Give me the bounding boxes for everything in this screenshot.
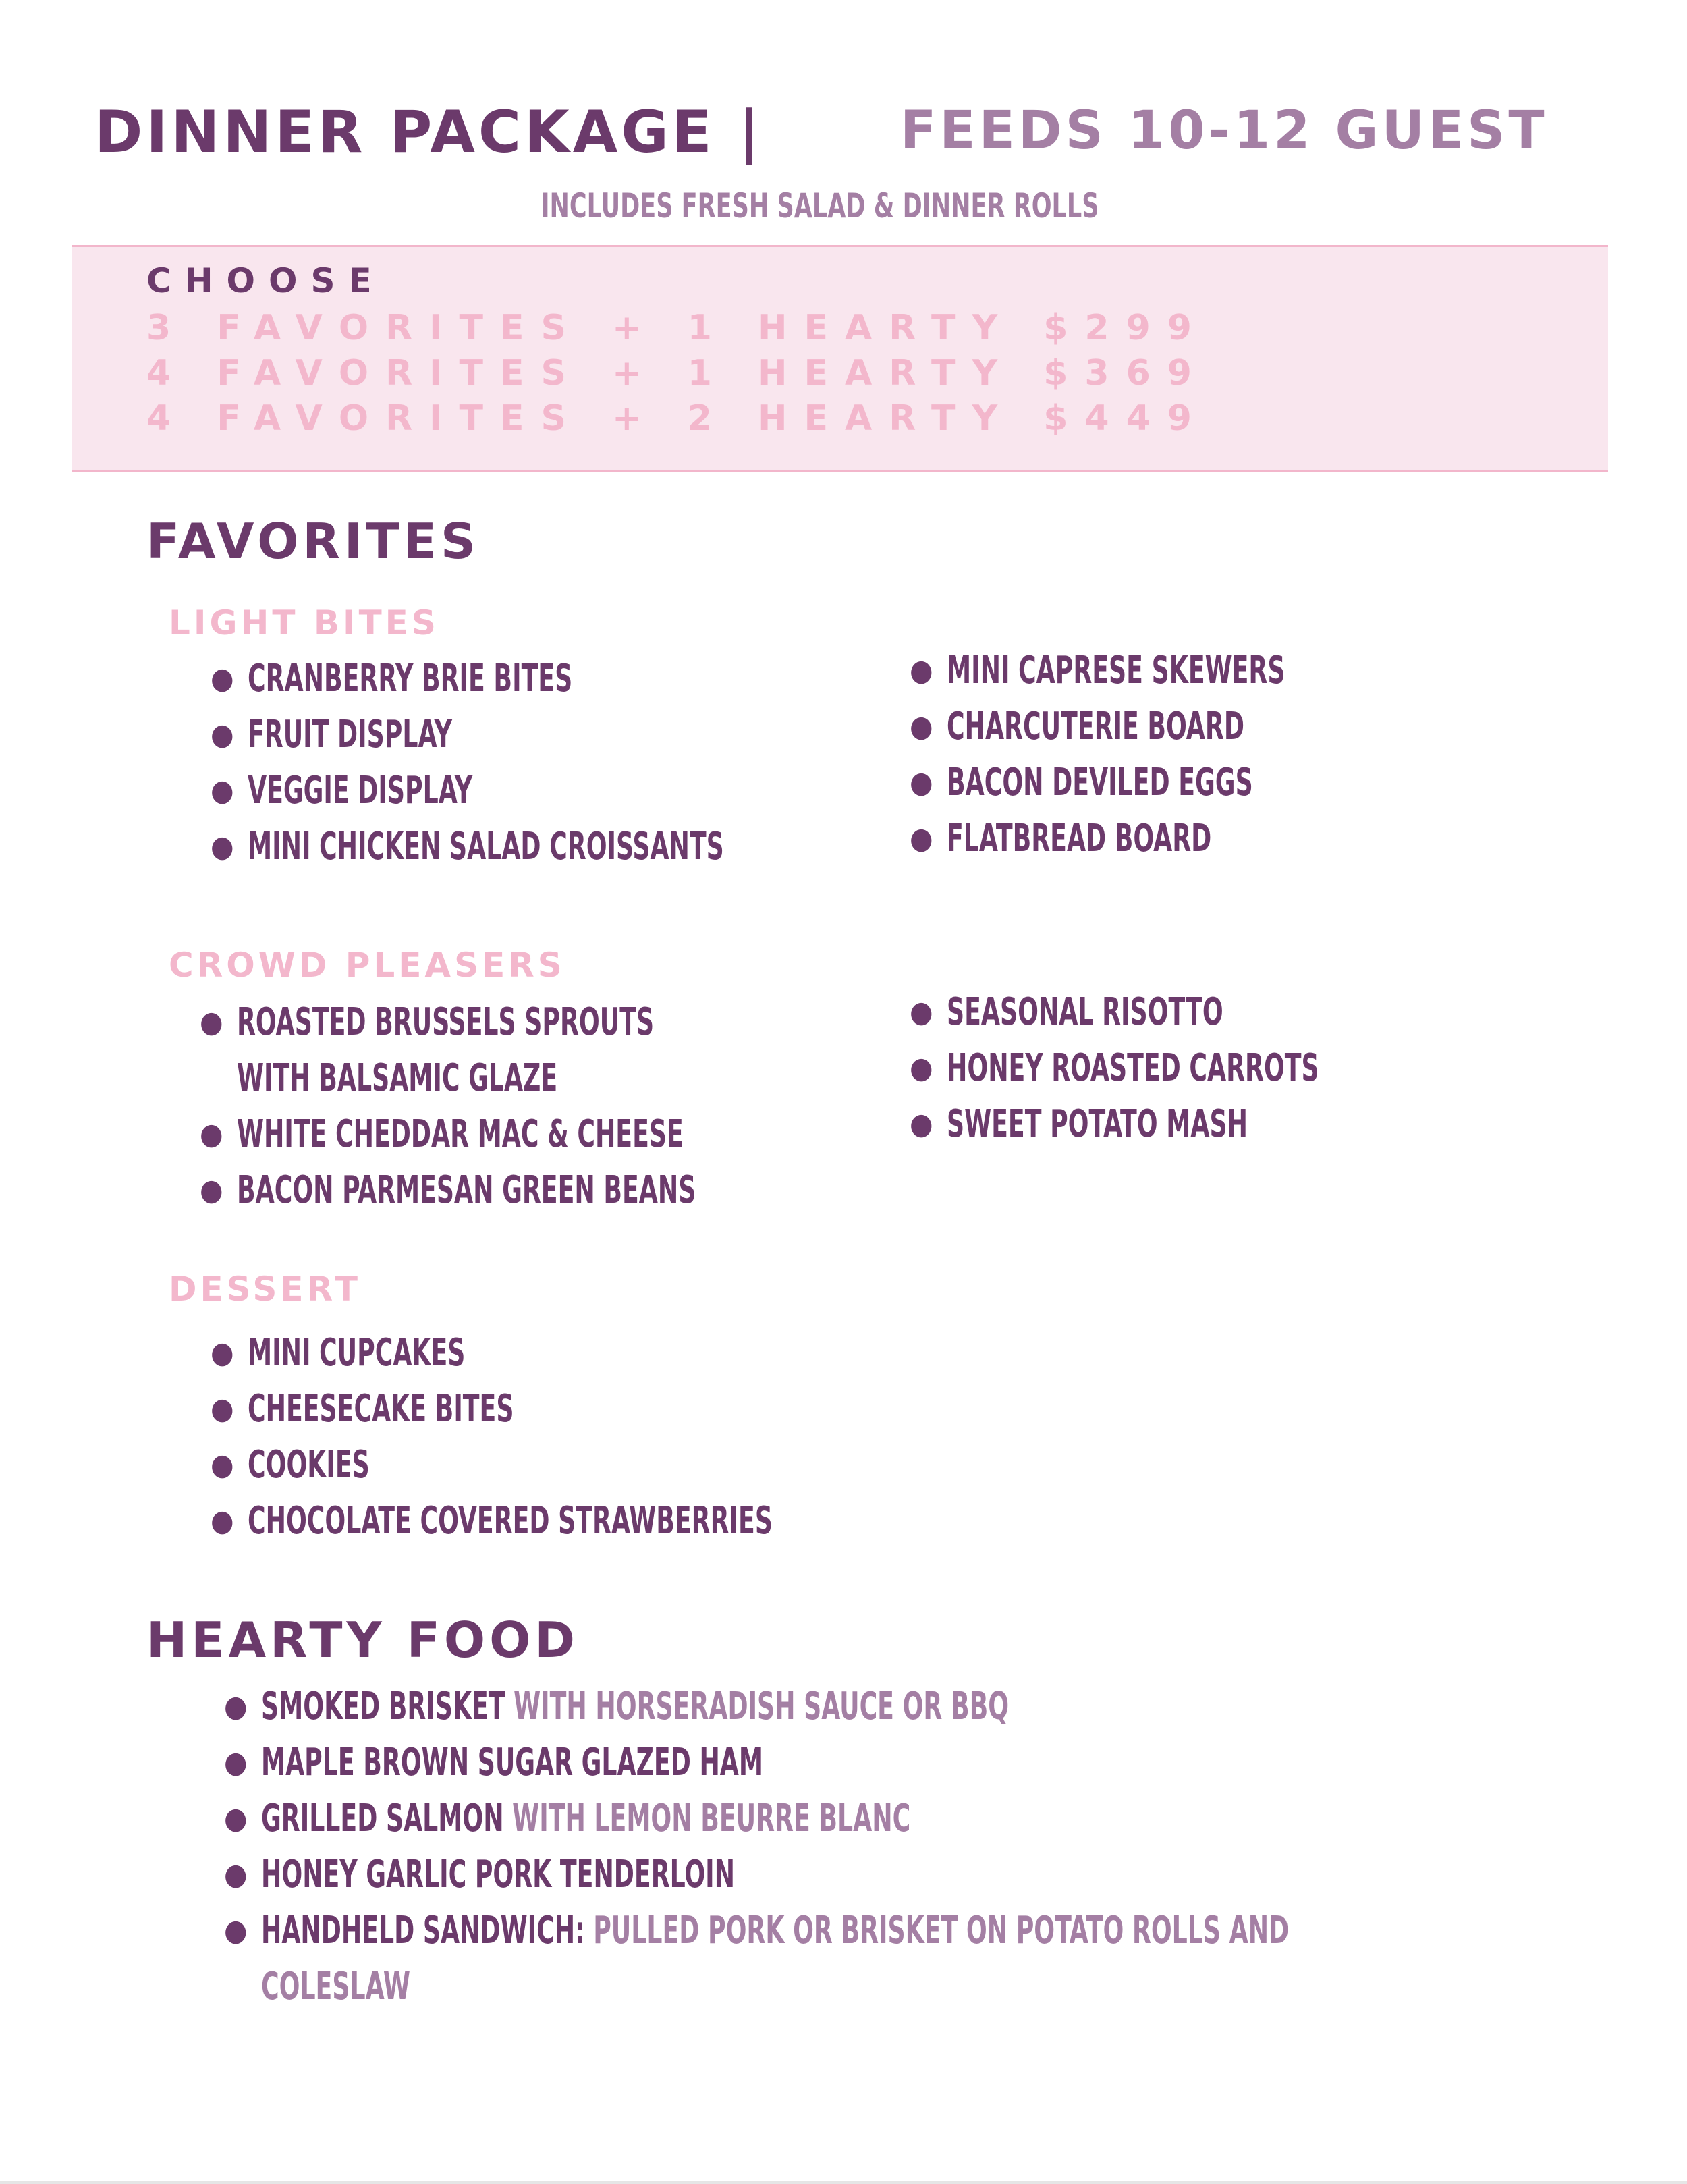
- item-main: SMOKED BRISKET: [261, 1685, 505, 1728]
- list-item: [224, 1791, 1687, 1847]
- page-title: DINNER PACKAGE |: [94, 99, 763, 166]
- bullet-icon: ●: [211, 1448, 234, 1482]
- crowd-pleasers-list-left: [200, 994, 875, 1218]
- list-item: ● BACON DEVILED EGGS: [910, 755, 1417, 811]
- bullet-icon: ●: [200, 1117, 223, 1151]
- bullet-icon: ●: [211, 661, 234, 696]
- list-item-continuation: WITH BALSAMIC GLAZE: [237, 1056, 558, 1100]
- bullet-icon: ●: [910, 995, 933, 1029]
- list-item: [224, 1903, 1687, 1959]
- bullet-icon: ●: [224, 1689, 248, 1724]
- list-item: ● CRANBERRY BRIE BITES: [211, 651, 909, 707]
- favorites-heading: FAVORITES: [146, 513, 480, 570]
- bullet-icon: ●: [200, 1173, 223, 1207]
- feeds-label: FEEDS 10-12 GUEST: [900, 101, 1548, 161]
- bullet-icon: ●: [910, 1107, 933, 1141]
- dessert-list: [211, 1325, 977, 1549]
- bullet-icon: ●: [211, 1504, 234, 1538]
- list-item: ● SWEET POTATO MASH: [910, 1096, 1464, 1152]
- light-bites-list-right: [910, 643, 1417, 867]
- list-item: ● COOKIES: [211, 1437, 977, 1493]
- list-item-continuation: COLESLAW: [261, 1965, 410, 2009]
- list-item: ● FLATBREAD BOARD: [910, 811, 1417, 867]
- bullet-icon: ●: [200, 1005, 223, 1039]
- hearty-food-list: [224, 1678, 1687, 2015]
- list-item: ● FRUIT DISPLAY: [211, 707, 909, 763]
- dessert-heading: DESSERT: [169, 1270, 361, 1309]
- light-bites-list-left: [211, 651, 909, 875]
- price-option: 3 FAVORITES + 1 HEARTY $299: [146, 308, 1209, 348]
- price-option: 4 FAVORITES + 2 HEARTY $449: [146, 398, 1209, 439]
- list-item: ● SEASONAL RISOTTO: [910, 984, 1464, 1040]
- list-item: [224, 1678, 1687, 1735]
- light-bites-heading: LIGHT BITES: [169, 603, 439, 643]
- choose-label: CHOOSE: [146, 261, 385, 300]
- list-item: ● MINI CUPCAKES: [211, 1325, 977, 1381]
- list-item: [224, 1847, 1687, 1903]
- crowd-pleasers-list-right: [910, 984, 1464, 1152]
- list-item: ● HONEY ROASTED CARROTS: [910, 1040, 1464, 1096]
- bullet-icon: ●: [211, 1336, 234, 1370]
- item-main: GRILLED SALMON: [261, 1797, 504, 1840]
- item-main: HANDHELD SANDWICH:: [261, 1909, 585, 1953]
- crowd-pleasers-heading: CROWD PLEASERS: [169, 946, 565, 985]
- item-detail: PULLED PORK OR BRISKET ON POTATO ROLLS AND: [584, 1909, 1290, 1953]
- bullet-icon: ●: [224, 1745, 248, 1780]
- price-option: 4 FAVORITES + 1 HEARTY $369: [146, 353, 1209, 393]
- bullet-icon: ●: [910, 653, 933, 688]
- bullet-icon: ●: [224, 1801, 248, 1836]
- bullet-icon: ●: [211, 1392, 234, 1426]
- item-main: MAPLE BROWN SUGAR GLAZED HAM: [261, 1741, 763, 1784]
- bullet-icon: ●: [910, 765, 933, 800]
- bullet-icon: ●: [910, 709, 933, 744]
- page-bottom-edge: [0, 2181, 1687, 2184]
- bullet-icon: ●: [211, 773, 234, 808]
- list-item: ● MINI CHICKEN SALAD CROISSANTS: [211, 819, 909, 875]
- item-detail: WITH HORSERADISH SAUCE OR BBQ: [505, 1685, 1010, 1728]
- item-main: HONEY GARLIC PORK TENDERLOIN: [261, 1853, 735, 1896]
- bullet-icon: ●: [211, 717, 234, 752]
- list-item: ● CHEESECAKE BITES: [211, 1381, 977, 1437]
- bullet-icon: ●: [224, 1857, 248, 1892]
- item-detail: WITH LEMON BEURRE BLANC: [503, 1797, 911, 1840]
- bullet-icon: ●: [910, 1051, 933, 1085]
- list-item: ● CHARCUTERIE BOARD: [910, 699, 1417, 755]
- list-item: [224, 1735, 1687, 1791]
- list-item: ● MINI CAPRESE SKEWERS: [910, 643, 1417, 699]
- list-item: ● CHOCOLATE COVERED STRAWBERRIES: [211, 1493, 977, 1549]
- bullet-icon: ●: [224, 1913, 248, 1948]
- page-subtitle: INCLUDES FRESH SALAD & DINNER ROLLS: [541, 186, 1099, 225]
- list-item: ● VEGGIE DISPLAY: [211, 763, 909, 819]
- list-item: ● BACON PARMESAN GREEN BEANS: [200, 1162, 875, 1218]
- list-item: ● WHITE CHEDDAR MAC & CHEESE: [200, 1106, 875, 1162]
- bullet-icon: ●: [910, 821, 933, 856]
- bullet-icon: ●: [211, 829, 234, 864]
- hearty-food-heading: HEARTY FOOD: [146, 1612, 580, 1668]
- list-item: ● ROASTED BRUSSELS SPROUTS: [200, 994, 875, 1050]
